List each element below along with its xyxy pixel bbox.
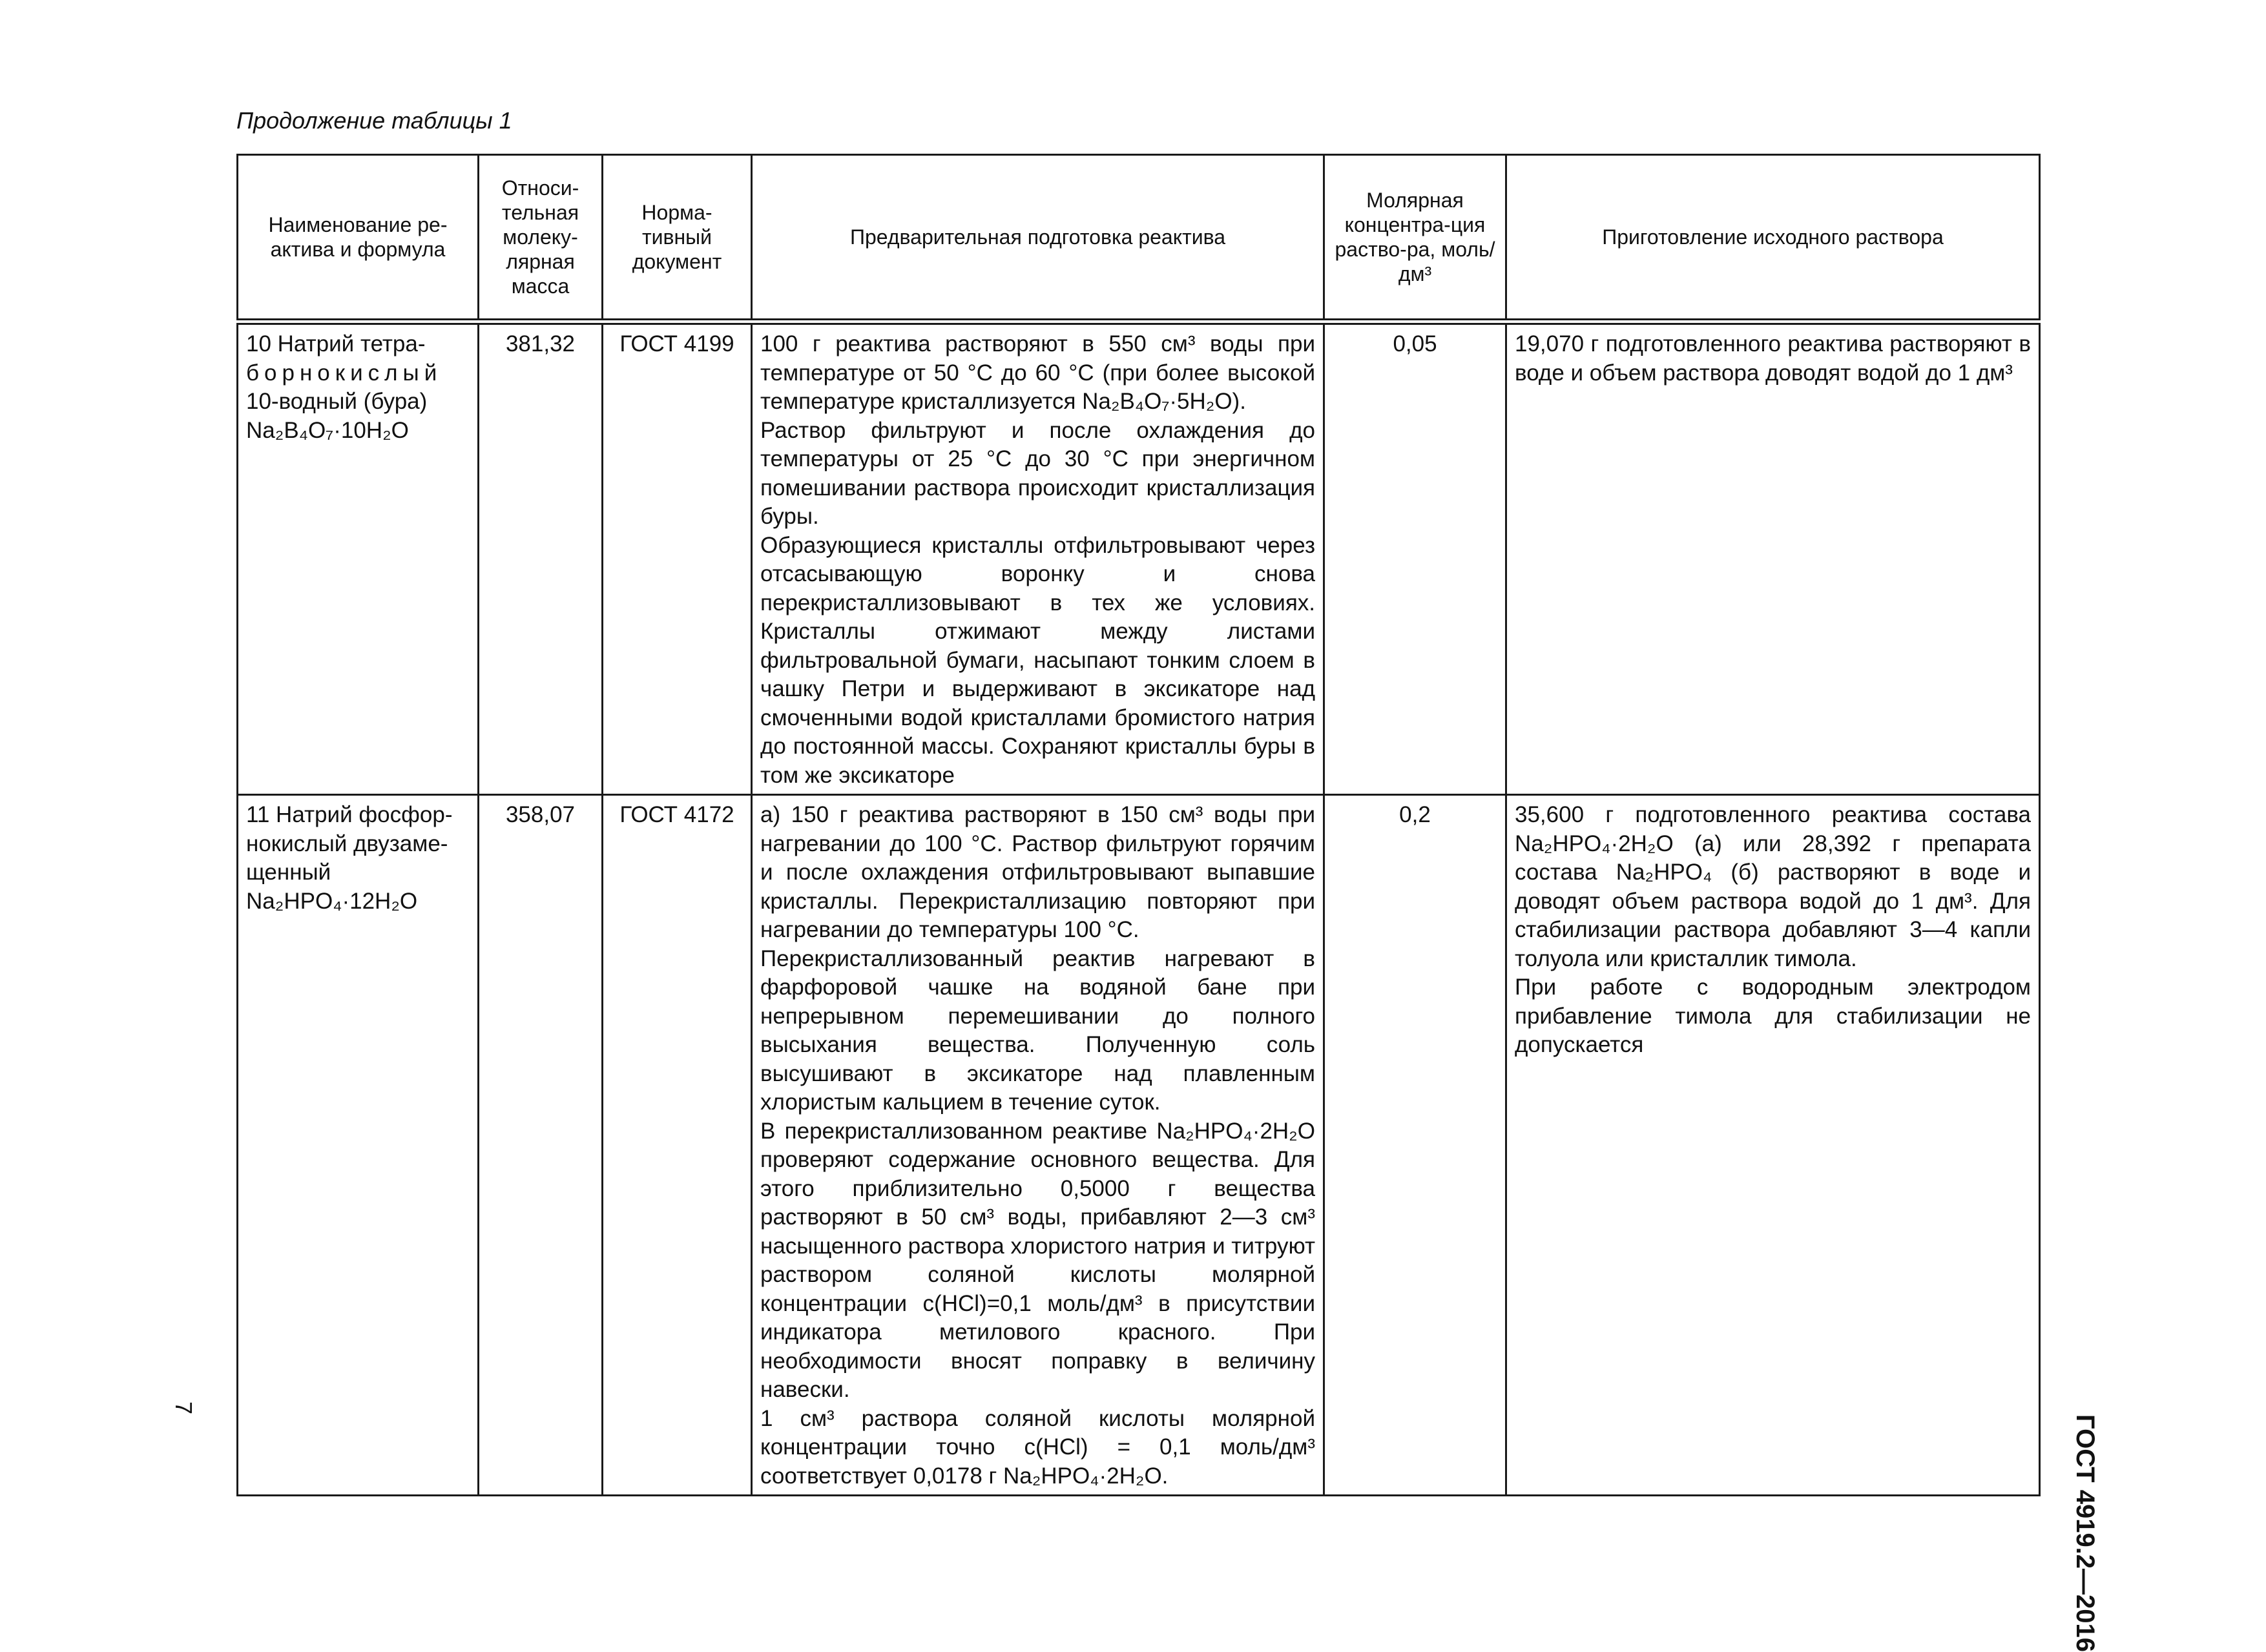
reagent-name-cell [238, 322, 479, 795]
preparation-paragraph: 1 см³ раствора соляной кислоты молярной концентрации точно c(HCl) = 0,1 моль/дм³ соответствует 0,0178 г Na₂HPO₄·2H₂O. [760, 1405, 1315, 1489]
table-row [238, 322, 2040, 795]
reagent-name-line: 11 Натрий фосфор- [246, 802, 453, 827]
header-conc: Молярная концентра-ция раство-ра, моль/дм³ [1324, 155, 1506, 322]
concentration-cell: 0,2 [1324, 795, 1506, 1496]
header-name: Наименование ре- актива и формула [238, 155, 479, 322]
solution-paragraph: 19,070 г подготовленного реактива растворяют в воде и объем раствора доводят водой до 1 дм³ [1515, 331, 2031, 386]
header-prep: Предварительная подготовка реактива [752, 155, 1324, 322]
header-mass: Относи- тельная молеку- лярная масса [479, 155, 603, 322]
page-number: 7 [171, 1401, 197, 1415]
preparation-paragraph: В перекристаллизованном реактиве Na₂HPO₄·2H₂O проверяют содержание основного вещества. Для этого приблизительно 0,5000 г вещества растворяют в 50 см³ воды, прибавляют 2—3 см³ насыщенного раствора хлористого натрия и титруют раствором соляной кислоты молярной концентрации c(HCl)=0,1 моль/дм³ в присутствии индикатора метилового красного. При необходимости вносят поправку в величину навески. [760, 1118, 1315, 1402]
preparation-paragraph: а) 150 г реактива растворяют в 150 см³ воды при нагревании до 100 °С. Раствор фильтруют горячим и после охлаждения отфильтровывают выпавшие кристаллы. Перекристаллизацию повторяют при нагревании до температуры 100 °С. [760, 802, 1315, 942]
solution-paragraph: 35,600 г подготовленного реактива состава Na₂HPO₄·2H₂O (а) или 28,392 г препарата состава Na₂HPO₄ (б) растворяют в воде и доводят объем раствора водой до 1 дм³. Для стабилизации раствора добавляют 3—4 капли толуола или кристаллик тимола. [1515, 802, 2031, 971]
table-row [238, 795, 2040, 1496]
solution-paragraph: При работе с водородным электродом прибавление тимола для стабилизации не допускается [1515, 975, 2031, 1057]
reagents-table [236, 154, 2041, 1496]
molecular-mass-cell: 381,32 [479, 322, 603, 795]
table-header-row [238, 155, 2040, 322]
solution-cell [1506, 795, 2040, 1496]
preparation-cell [752, 322, 1324, 795]
table-caption: Продолжение таблицы 1 [236, 107, 512, 134]
preparation-cell [752, 795, 1324, 1496]
normative-doc-cell: ГОСТ 4199 [603, 322, 752, 795]
normative-doc-cell: ГОСТ 4172 [603, 795, 752, 1496]
reagent-name-line: 10-водный (бура) [246, 389, 428, 414]
reagent-name-line: нокислый двузаме- [246, 831, 448, 856]
header-doc: Норма- тивный документ [603, 155, 752, 322]
preparation-paragraph: Образующиеся кристаллы отфильтровывают через отсасывающую воронку и снова перекристаллизовывают в тех же условиях. Кристаллы отжимают между листами фильтровальной бумаги, насыпают тонким слоем в чашку Петри и выдерживают в эксикаторе над смоченными водой кристаллами бромистого натрия до постоянной массы. Сохраняют кристаллы буры в том же эксикаторе [760, 532, 1315, 788]
reagent-formula: Na₂HPO₄·12H₂O [246, 888, 418, 914]
reagent-formula: Na₂B₄O₇·10H₂O [246, 417, 409, 443]
preparation-paragraph: Перекристаллизованный реактив нагревают в фарфоровой чашке на водяной бане при непрерывном перемешивании до полного высыхания вещества. Полученную соль высушивают в эксикаторе над плавленным хлористым кальцием в течение суток. [760, 945, 1315, 1115]
reagent-name-line: 10 Натрий тетра- [246, 331, 426, 356]
concentration-cell: 0,05 [1324, 322, 1506, 795]
preparation-paragraph: Раствор фильтруют и после охлаждения до температуры от 25 °С до 30 °С при энергичном помешивании раствора происходит кристаллизация буры. [760, 417, 1315, 529]
reagent-name-line: борнокислый [246, 360, 442, 386]
molecular-mass-cell: 358,07 [479, 795, 603, 1496]
reagent-name-cell [238, 795, 479, 1496]
header-solution: Приготовление исходного раствора [1506, 155, 2040, 322]
reagent-name-line: щенный [246, 860, 331, 885]
solution-cell [1506, 322, 2040, 795]
preparation-paragraph: 100 г реактива растворяют в 550 см³ воды при температуре от 50 °С до 60 °С (при более высокой температуре кристаллизуется Na₂B₄O₇·5H₂O). [760, 331, 1315, 414]
document-code: ГОСТ 4919.2—2016 [2071, 1414, 2099, 1652]
